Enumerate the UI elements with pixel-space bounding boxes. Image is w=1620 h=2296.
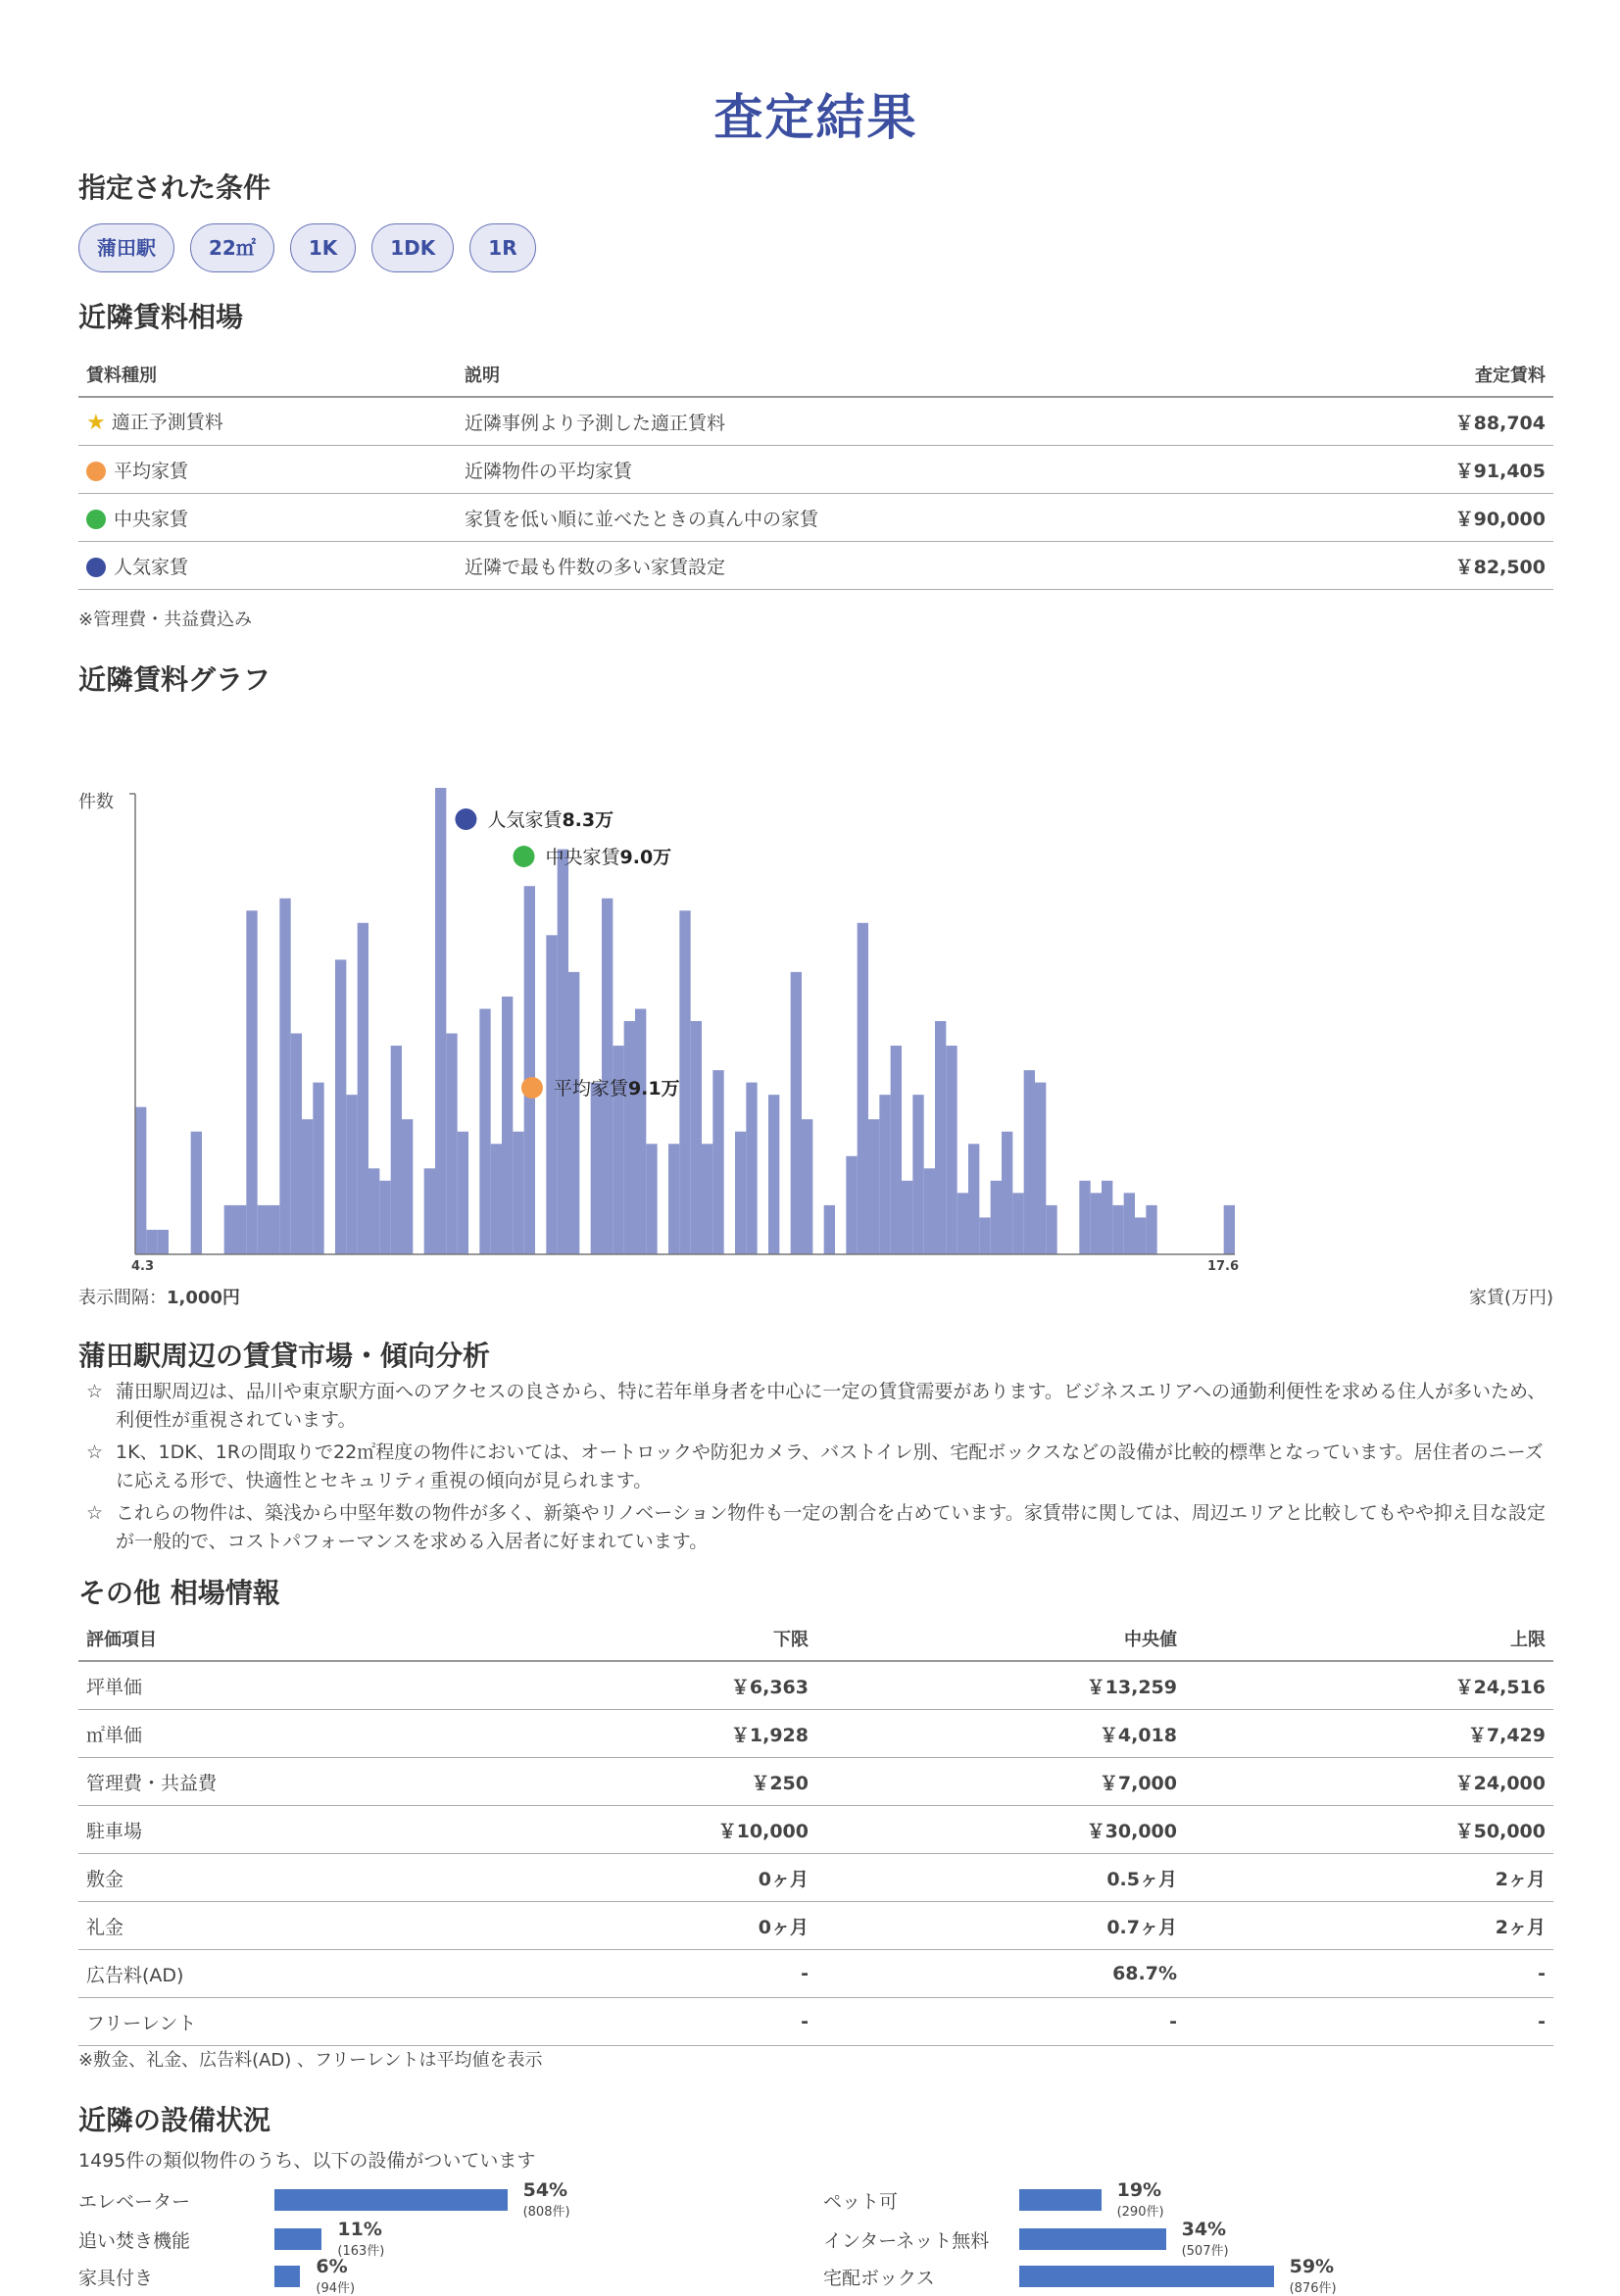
table-row	[78, 494, 1553, 542]
histogram-bar	[635, 1008, 646, 1254]
equipment-percent: 59%	[1289, 2256, 1335, 2277]
histogram-bar	[624, 1021, 635, 1254]
histogram-bar	[891, 1046, 902, 1254]
other-high: ￥50,000	[1185, 1806, 1553, 1854]
histogram-bar	[1146, 1205, 1156, 1254]
histogram-bar	[146, 1230, 157, 1254]
equipment-percent: 19%	[1116, 2179, 1162, 2201]
other-mid: 68.7%	[816, 1950, 1185, 1998]
histogram-bar	[1035, 1083, 1046, 1254]
star-outline-icon: ☆	[86, 1441, 104, 1463]
table-row	[78, 446, 1553, 494]
histogram-bar	[313, 1083, 323, 1254]
rent-marker-label: 人気家賃8.3万	[487, 809, 614, 831]
blue-dot-icon	[86, 558, 106, 577]
histogram-bar	[191, 1132, 202, 1254]
rent-col-type: 賃料種別	[78, 353, 457, 397]
rent-histogram	[78, 764, 1254, 1274]
green-dot-icon	[86, 510, 106, 529]
histogram-bar	[246, 910, 257, 1254]
other-col-mid: 中央値	[816, 1617, 1185, 1661]
other-low: ￥10,000	[457, 1806, 816, 1854]
histogram-bar	[1024, 1070, 1035, 1254]
equipment-bar	[274, 2228, 321, 2250]
histogram-bar	[224, 1205, 235, 1254]
other-high: ￥24,516	[1185, 1661, 1553, 1710]
star-outline-icon: ☆	[86, 1502, 104, 1524]
rent-type: 人気家賃	[114, 556, 189, 578]
table-row	[78, 1950, 1553, 1998]
equipment-intro: 1495件の類似物件のうち、以下の設備がついています	[78, 2150, 536, 2172]
histogram-bar	[446, 1034, 457, 1254]
star-icon: ★	[86, 411, 106, 435]
histogram-bar	[491, 1144, 502, 1254]
table-row	[78, 397, 1553, 446]
other-high: ￥24,000	[1185, 1758, 1553, 1806]
other-item: 敷金	[78, 1854, 457, 1902]
other-low: 0ヶ月	[457, 1854, 816, 1902]
other-col-low: 下限	[457, 1617, 816, 1661]
other-mid: ￥4,018	[816, 1710, 1185, 1758]
other-item: 駐車場	[78, 1806, 457, 1854]
histogram-bar	[158, 1230, 169, 1254]
equipment-item	[823, 2179, 1548, 2219]
rent-value: ￥90,000	[1342, 494, 1553, 542]
rent-marker-label: 平均家賃9.1万	[553, 1078, 680, 1099]
orange-dot-icon	[86, 462, 106, 481]
histogram-bar	[1091, 1193, 1102, 1254]
other-item: 坪単価	[78, 1661, 457, 1710]
table-row	[78, 1998, 1553, 2046]
other-heading: その他 相場情報	[78, 1577, 280, 1609]
other-low: 0ヶ月	[457, 1902, 816, 1950]
interval-label: 表示間隔：	[78, 1288, 167, 1308]
equipment-percent: 34%	[1181, 2219, 1227, 2240]
histogram-bar	[458, 1132, 468, 1254]
interval-value: 1,000円	[167, 1288, 240, 1308]
condition-tag-layout-1r: 1R	[469, 223, 535, 272]
rent-desc: 近隣で最も件数の多い家賃設定	[457, 542, 1342, 590]
rent-table	[78, 353, 1553, 590]
histogram-bar	[435, 788, 446, 1254]
histogram-bar	[646, 1144, 657, 1254]
conditions-heading: 指定された条件	[78, 171, 271, 204]
rent-marker-dot	[513, 846, 534, 867]
rent-unit-label: 家賃(万円)	[1468, 1288, 1553, 1308]
histogram-bar	[391, 1046, 402, 1254]
rent-value: ￥82,500	[1342, 542, 1553, 590]
equipment-item	[78, 2179, 804, 2219]
condition-tag-area: 22㎡	[190, 223, 274, 272]
other-table	[78, 1617, 1553, 2046]
histogram-bar	[279, 899, 290, 1254]
table-row	[78, 1854, 1553, 1902]
star-outline-icon: ☆	[86, 1381, 104, 1402]
histogram-bar	[868, 1119, 879, 1254]
histogram-bar	[1079, 1181, 1090, 1254]
histogram-bar	[602, 899, 613, 1254]
other-item: ㎡単価	[78, 1710, 457, 1758]
x-tick-label: 17.6	[1206, 1259, 1240, 1274]
histogram-bar	[368, 1168, 379, 1254]
rent-type: 中央家賃	[114, 508, 189, 530]
rent-type: 平均家賃	[114, 460, 189, 482]
other-low: -	[457, 1950, 816, 1998]
graph-heading: 近隣賃料グラフ	[78, 663, 271, 696]
equipment-count: (163件)	[337, 2244, 385, 2259]
equipment-count: (290件)	[1116, 2205, 1164, 2220]
histogram-bar	[712, 1070, 723, 1254]
histogram-bar	[935, 1021, 946, 1254]
histogram-bar	[269, 1205, 279, 1254]
equipment-bar	[1019, 2266, 1274, 2287]
other-item: 礼金	[78, 1902, 457, 1950]
histogram-bar	[991, 1181, 1002, 1254]
equipment-bar	[1019, 2228, 1166, 2250]
histogram-bar	[558, 850, 568, 1254]
histogram-bar	[802, 1119, 812, 1254]
histogram-bar	[235, 1205, 246, 1254]
equipment-item	[78, 2219, 804, 2258]
histogram-bar	[1112, 1205, 1123, 1254]
condition-tag-layout-1k: 1K	[290, 223, 356, 272]
histogram-bar	[1102, 1181, 1112, 1254]
table-row	[78, 1902, 1553, 1950]
histogram-bar	[291, 1034, 302, 1254]
histogram-bar	[135, 1107, 146, 1254]
histogram-bar	[946, 1046, 957, 1254]
histogram-bar	[791, 972, 802, 1254]
rent-desc: 近隣事例より予測した適正賃料	[457, 397, 1342, 446]
other-mid: ￥13,259	[816, 1661, 1185, 1710]
rent-type: 適正予測賃料	[111, 412, 223, 433]
equipment-item	[823, 2256, 1548, 2295]
histogram-bar	[968, 1144, 979, 1254]
analysis-heading: 蒲田駅周辺の賃貸市場・傾向分析	[78, 1340, 491, 1372]
condition-tags	[78, 223, 536, 272]
other-high: 2ヶ月	[1185, 1902, 1553, 1950]
histogram-bar	[746, 1083, 757, 1254]
histogram-bar	[768, 1095, 779, 1254]
other-col-item: 評価項目	[78, 1617, 457, 1661]
rent-desc: 近隣物件の平均家賃	[457, 446, 1342, 494]
histogram-bar	[424, 1168, 435, 1254]
equipment-bar	[274, 2189, 508, 2211]
histogram-bar	[402, 1119, 413, 1254]
histogram-bar	[346, 1095, 357, 1254]
histogram-bar	[668, 1144, 679, 1254]
list-item	[78, 1499, 1553, 1556]
histogram-bar	[979, 1217, 990, 1254]
histogram-bar	[879, 1095, 890, 1254]
equipment-label: 宅配ボックス	[823, 2268, 935, 2289]
histogram-bar	[679, 910, 690, 1254]
other-low: ￥250	[457, 1758, 816, 1806]
histogram-bar	[858, 923, 868, 1254]
other-item: フリーレント	[78, 1998, 457, 2046]
histogram-bar	[1002, 1132, 1012, 1254]
histogram-bar	[912, 1095, 923, 1254]
histogram-bar	[1124, 1193, 1135, 1254]
other-col-high: 上限	[1185, 1617, 1553, 1661]
other-high: -	[1185, 1950, 1553, 1998]
histogram-bar	[502, 997, 513, 1254]
histogram-bar	[479, 1008, 490, 1254]
equipment-heading: 近隣の設備状況	[78, 2104, 271, 2136]
equipment-label: エレベーター	[78, 2191, 191, 2213]
other-high: -	[1185, 1998, 1553, 2046]
condition-tag-layout-1dk: 1DK	[371, 223, 454, 272]
histogram-bar	[1135, 1217, 1146, 1254]
table-row	[78, 1806, 1553, 1854]
other-low: -	[457, 1998, 816, 2046]
histogram-bar	[924, 1168, 935, 1254]
histogram-bar	[335, 959, 346, 1254]
other-mid: ￥30,000	[816, 1806, 1185, 1854]
table-row	[78, 1661, 1553, 1710]
equipment-label: ペット可	[823, 2191, 899, 2213]
histogram-bar	[302, 1119, 313, 1254]
rent-table-heading: 近隣賃料相場	[78, 301, 244, 333]
rent-col-value: 査定賃料	[1342, 353, 1553, 397]
histogram-bar	[824, 1205, 835, 1254]
equipment-label: インターネット無料	[823, 2230, 990, 2252]
histogram-bar	[513, 1132, 523, 1254]
other-mid: 0.7ヶ月	[816, 1902, 1185, 1950]
equipment-percent: 6%	[316, 2256, 348, 2277]
x-tick-label: 4.3	[131, 1259, 155, 1274]
equipment-bar	[1019, 2189, 1102, 2211]
other-high: 2ヶ月	[1185, 1854, 1553, 1902]
histogram-bar	[591, 1083, 602, 1254]
list-item	[78, 1378, 1553, 1435]
histogram-bar	[524, 886, 535, 1254]
equipment-label: 家具付き	[78, 2268, 154, 2289]
other-item: 管理費・共益費	[78, 1758, 457, 1806]
other-item: 広告料(AD)	[78, 1950, 457, 1998]
equipment-count: (808件)	[522, 2205, 570, 2220]
equipment-item	[823, 2219, 1548, 2258]
other-table-note: ※敷金、礼金、広告料(AD) 、フリーレントは平均値を表示	[78, 2050, 543, 2071]
rent-marker-dot	[455, 808, 476, 830]
analysis-text: 1K、1DK、1Rの間取りで22㎡程度の物件においては、オートロックや防犯カメラ、バストイレ別、宅配ボックスなどの設備が比較的標準となっています。居住者のニーズに応える形で、快適性とセキュリティ重視の傾向が見られます。	[116, 1441, 1544, 1491]
histogram-bar	[735, 1132, 746, 1254]
histogram-bar	[1012, 1193, 1023, 1254]
rent-marker-dot	[521, 1077, 543, 1099]
histogram-bar	[258, 1205, 269, 1254]
rent-table-note: ※管理費・共益費込み	[78, 610, 253, 630]
histogram-bar	[957, 1193, 968, 1254]
analysis-text: 蒲田駅周辺は、品川や東京駅方面へのアクセスの良さから、特に若年単身者を中心に一定の賃貸需要があります。ビジネスエリアへの通勤利便性を求める住人が多いため、利便性が重視されています。	[116, 1381, 1546, 1431]
histogram-bar	[691, 1021, 702, 1254]
equipment-count: (876件)	[1289, 2281, 1337, 2296]
histogram-bar	[846, 1156, 857, 1254]
equipment-count: (507件)	[1181, 2244, 1229, 2259]
equipment-percent: 11%	[337, 2219, 382, 2240]
rent-marker-label: 中央家賃9.0万	[545, 847, 672, 868]
page-title: 査定結果	[713, 89, 918, 146]
other-mid: ￥7,000	[816, 1758, 1185, 1806]
rent-value: ￥91,405	[1342, 446, 1553, 494]
equipment-percent: 54%	[522, 2179, 568, 2201]
condition-tag-station: 蒲田駅	[78, 223, 174, 272]
other-low: ￥1,928	[457, 1710, 816, 1758]
table-row	[78, 1710, 1553, 1758]
interval-info	[78, 1284, 240, 1309]
histogram-bar	[1224, 1205, 1235, 1254]
analysis-text: これらの物件は、築浅から中堅年数の物件が多く、新築やリノベーション物件も一定の割合を占めています。家賃帯に関しては、周辺エリアと比較してもやや抑え目な設定が一般的で、コストパフォーマンスを求める入居者に好まれています。	[116, 1502, 1546, 1552]
histogram-bar	[613, 1046, 623, 1254]
histogram-bar	[902, 1181, 912, 1254]
histogram-bar	[1046, 1205, 1056, 1254]
other-mid: 0.5ヶ月	[816, 1854, 1185, 1902]
table-row	[78, 542, 1553, 590]
histogram-bar	[358, 923, 368, 1254]
equipment-bar	[274, 2266, 300, 2287]
histogram-bar	[379, 1181, 390, 1254]
other-low: ￥6,363	[457, 1661, 816, 1710]
rent-value: ￥88,704	[1342, 397, 1553, 446]
other-high: ￥7,429	[1185, 1710, 1553, 1758]
histogram-bar	[702, 1144, 712, 1254]
other-mid: -	[816, 1998, 1185, 2046]
equipment-label: 追い焚き機能	[78, 2230, 191, 2252]
table-row	[78, 1758, 1553, 1806]
rent-desc: 家賃を低い順に並べたときの真ん中の家賃	[457, 494, 1342, 542]
y-axis-label: 件数	[78, 792, 114, 812]
analysis-list	[78, 1378, 1553, 1560]
equipment-count: (94件)	[316, 2281, 356, 2296]
list-item	[78, 1439, 1553, 1495]
equipment-item	[78, 2256, 804, 2295]
histogram-bar	[568, 972, 579, 1254]
rent-col-desc: 説明	[457, 353, 1342, 397]
